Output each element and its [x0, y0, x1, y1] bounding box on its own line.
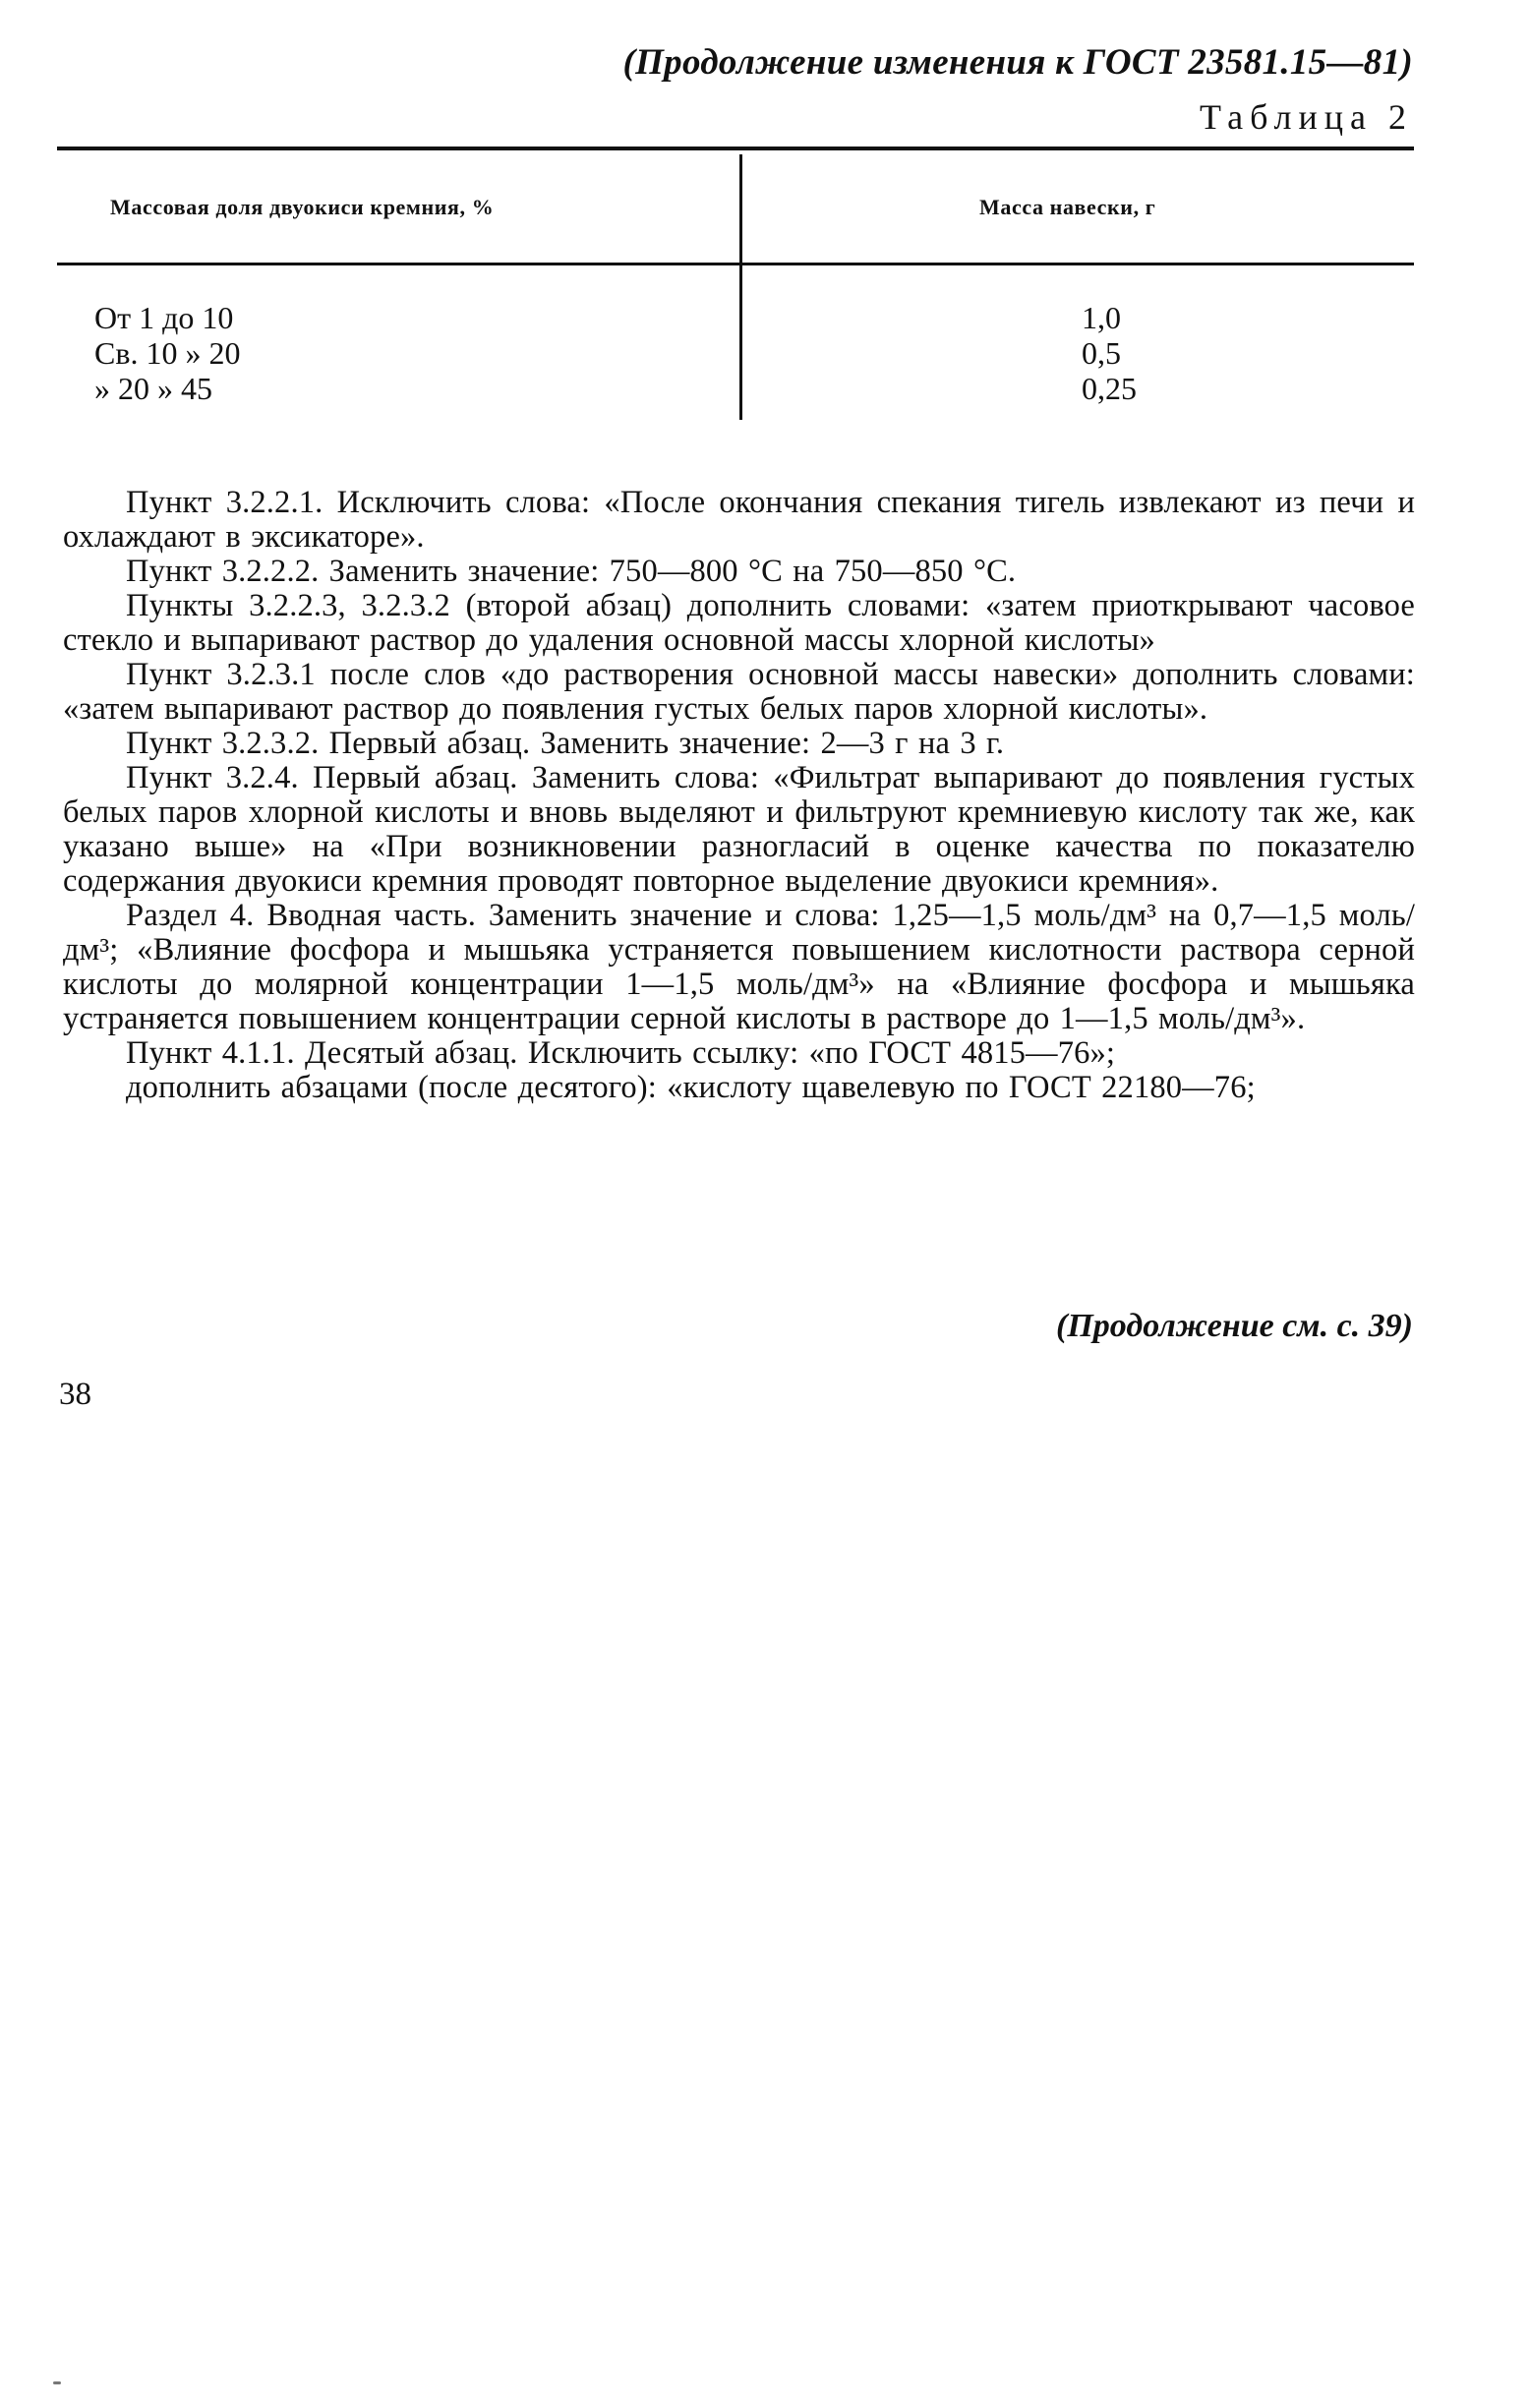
continuation-note: (Продолжение см. с. 39) [1056, 1308, 1413, 1344]
table-header-sample-mass: Масса навески, г [979, 195, 1156, 219]
paragraph: Пункт 4.1.1. Десятый абзац. Исключить ссылку: «по ГОСТ 4815—76»; [126, 1035, 1116, 1071]
table-column-divider [739, 154, 742, 420]
running-head: (Продолжение изменения к ГОСТ 23581.15—81) [622, 42, 1413, 83]
page-number: 38 [59, 1377, 91, 1412]
table-header-rule [57, 263, 1414, 265]
scan-speck [53, 2381, 61, 2384]
paragraph: Пункт 3.2.2.1. Исключить слова: «После окончания спекания тигель извлекают из печи и охлаждают в эксикаторе». [63, 485, 1415, 555]
paragraph: Пункт 3.2.2.2. Заменить значение: 750—800 °С на 750—850 °С. [126, 554, 1017, 589]
table-top-rule [57, 147, 1414, 150]
table-caption: Таблица 2 [1200, 97, 1413, 137]
table-cell-range: Св. 10 » 20 [94, 335, 241, 371]
table-cell-mass: 0,5 [1082, 335, 1121, 371]
paragraph: Пункт 3.2.4. Первый абзац. Заменить слова: «Фильтрат выпаривают до появления густых белых паров хлорной кислоты и вновь выделяют и фильтруют кремниевую кислоту так же, как указано выше» на «При возникновении разногласий в оценке качества по показателю содержания двуокиси кремния проводят повторное выделение двуокиси кремния». [63, 760, 1415, 899]
paragraph: Пункт 3.2.3.2. Первый абзац. Заменить значение: 2—3 г на 3 г. [126, 726, 1005, 761]
paragraph: Пункты 3.2.2.3, 3.2.3.2 (второй абзац) дополнить словами: «затем приоткрывают часовое стекло и выпаривают раствор до удаления основной массы хлорной кислоты» [63, 588, 1415, 658]
table-cell-range: » 20 » 45 [94, 371, 212, 406]
table-header-silica-fraction: Массовая доля двуокиси кремния, % [110, 195, 495, 219]
table-cell-range: От 1 до 10 [94, 300, 234, 335]
table-cell-mass: 1,0 [1082, 300, 1121, 335]
paragraph: дополнить абзацами (после десятого): «кислоту щавелевую по ГОСТ 22180—76; [126, 1070, 1256, 1105]
paragraph: Раздел 4. Вводная часть. Заменить значение и слова: 1,25—1,5 моль/дм³ на 0,7—1,5 моль/дм³; «Влияние фосфора и мышьяка устраняется повышением кислотности раствора серной кислоты до молярной концентрации 1—1,5 моль/дм³» на «Влияние фосфора и мышьяка устраняется повышением концентрации серной кислоты в растворе до 1—1,5 моль/дм³». [63, 898, 1415, 1036]
paragraph: Пункт 3.2.3.1 после слов «до растворения основной массы навески» дополнить словами: «затем выпаривают раствор до появления густых белых паров хлорной кислоты». [63, 657, 1415, 727]
table-cell-mass: 0,25 [1082, 371, 1137, 406]
amendment-text [63, 486, 1415, 1105]
